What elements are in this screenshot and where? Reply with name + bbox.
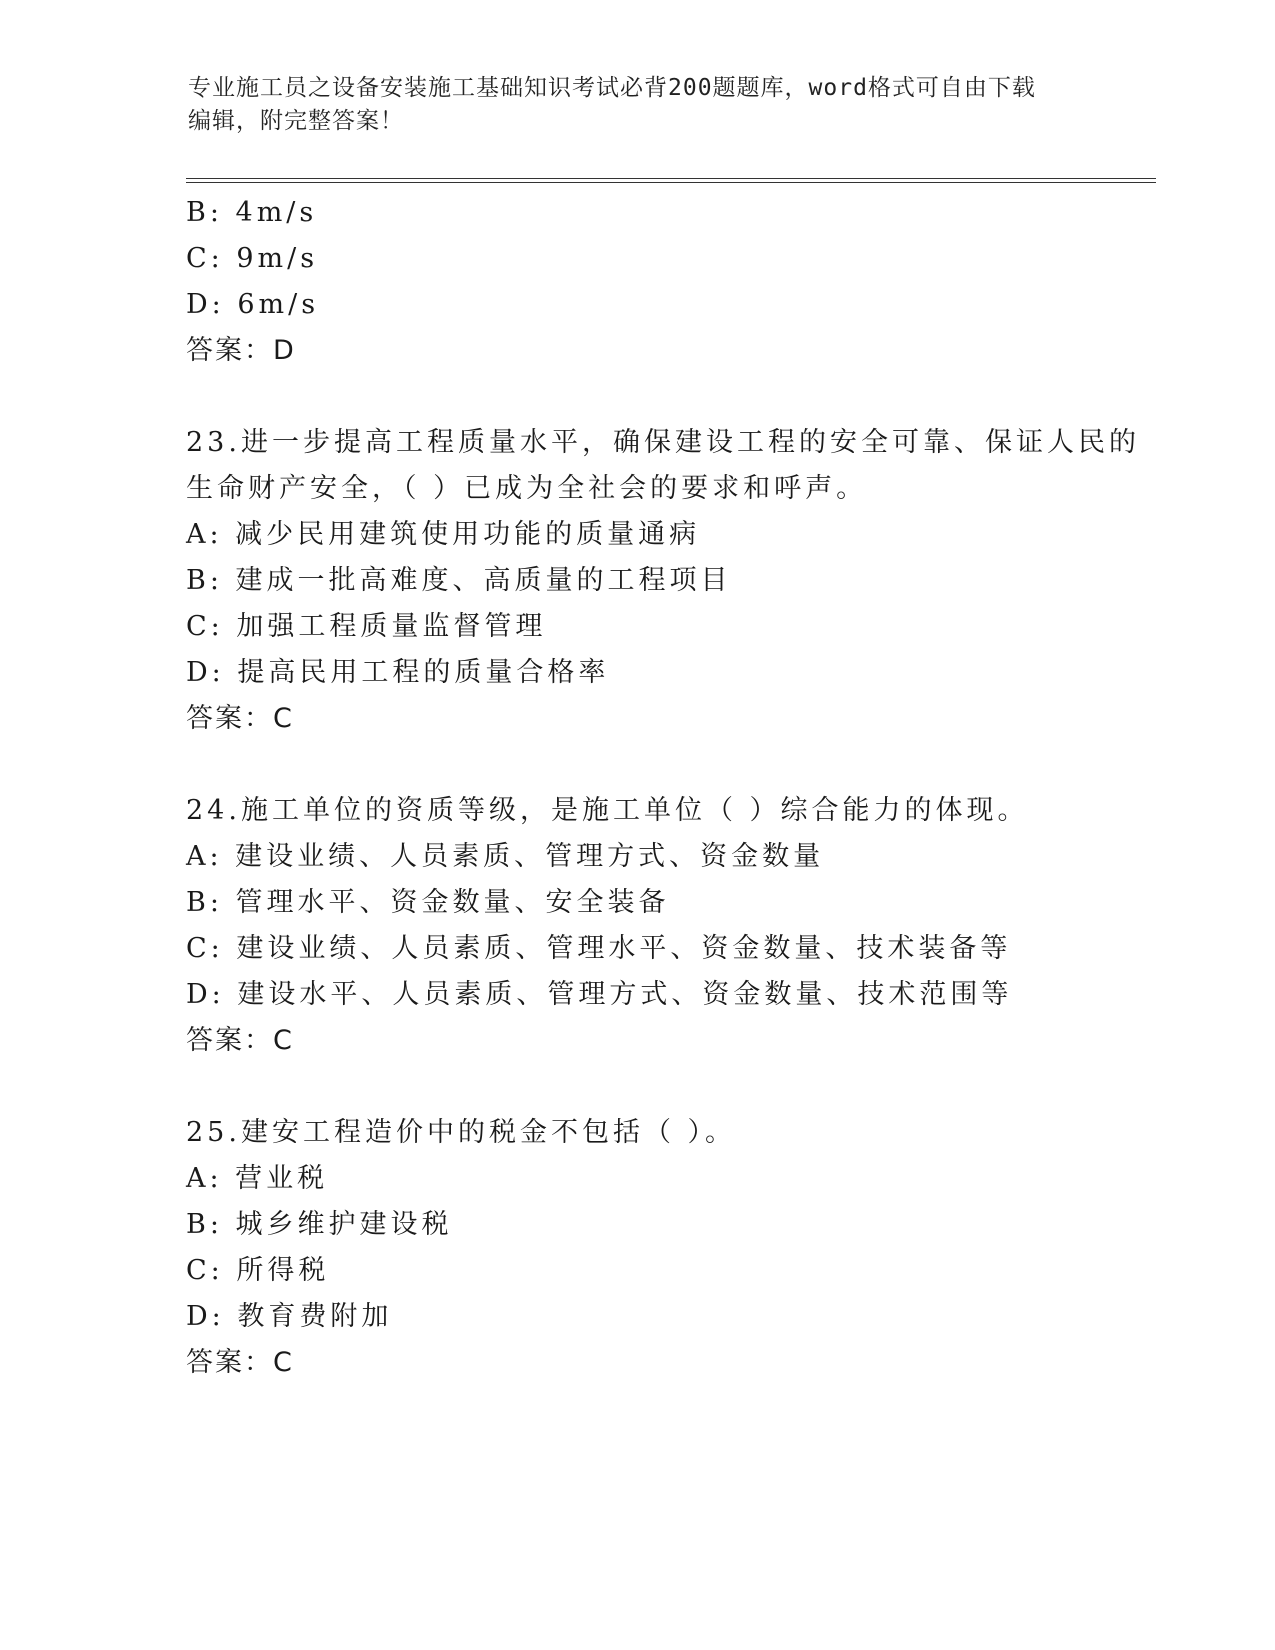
option-c: C: 9m/s: [186, 243, 319, 274]
option-a: A: 建设业绩、人员素质、管理方式、资金数量: [186, 841, 825, 872]
option-a: A: 减少民用建筑使用功能的质量通病: [186, 519, 701, 550]
spacer: [186, 374, 1086, 420]
option-d: D: 教育费附加: [186, 1301, 393, 1332]
option-c: C: 建设业绩、人员素质、管理水平、资金数量、技术装备等: [186, 933, 1012, 964]
question-stem-line: 生命财产安全，（ ）已成为全社会的要求和呼声。: [186, 473, 868, 504]
answer-line: 答案：C: [186, 703, 294, 734]
option-b: B: 4m/s: [186, 197, 318, 228]
spacer: [186, 742, 1086, 788]
question-block-23: [186, 420, 1140, 742]
question-stem-line: 24.施工单位的资质等级，是施工单位（ ）综合能力的体现。: [186, 795, 1029, 826]
option-b: B: 管理水平、资金数量、安全装备: [186, 887, 670, 918]
answer-line: 答案：C: [186, 1025, 294, 1056]
question-block-25: [186, 1110, 1086, 1386]
spacer: [186, 1064, 1086, 1110]
question-stem-line: 25.建安工程造价中的税金不包括（ ）。: [186, 1117, 737, 1148]
question-list: [186, 190, 1140, 1386]
header-divider: [186, 178, 1156, 183]
question-stem-line: 23.进一步提高工程质量水平，确保建设工程的安全可靠、保证人民的: [186, 427, 1140, 458]
option-b: B: 城乡维护建设税: [186, 1209, 453, 1240]
header-line-2: 编辑，附完整答案！: [188, 108, 404, 134]
option-b: B: 建成一批高难度、高质量的工程项目: [186, 565, 732, 596]
option-c: C: 所得税: [186, 1255, 330, 1286]
option-d: D: 6m/s: [186, 289, 320, 320]
option-d: D: 提高民用工程的质量合格率: [186, 657, 610, 688]
answer-line: 答案：C: [186, 1347, 294, 1378]
prev-question-block: [186, 190, 1086, 374]
option-d: D: 建设水平、人员素质、管理方式、资金数量、技术范围等: [186, 979, 1013, 1010]
page-header: [188, 72, 1068, 138]
answer-line: 答案：D: [186, 335, 296, 366]
option-a: A: 营业税: [186, 1163, 329, 1194]
option-c: C: 加强工程质量监督管理: [186, 611, 547, 642]
question-block-24: [186, 788, 1086, 1064]
header-line-1: 专业施工员之设备安装施工基础知识考试必背200题题库，word格式可自由下载: [188, 75, 1036, 101]
